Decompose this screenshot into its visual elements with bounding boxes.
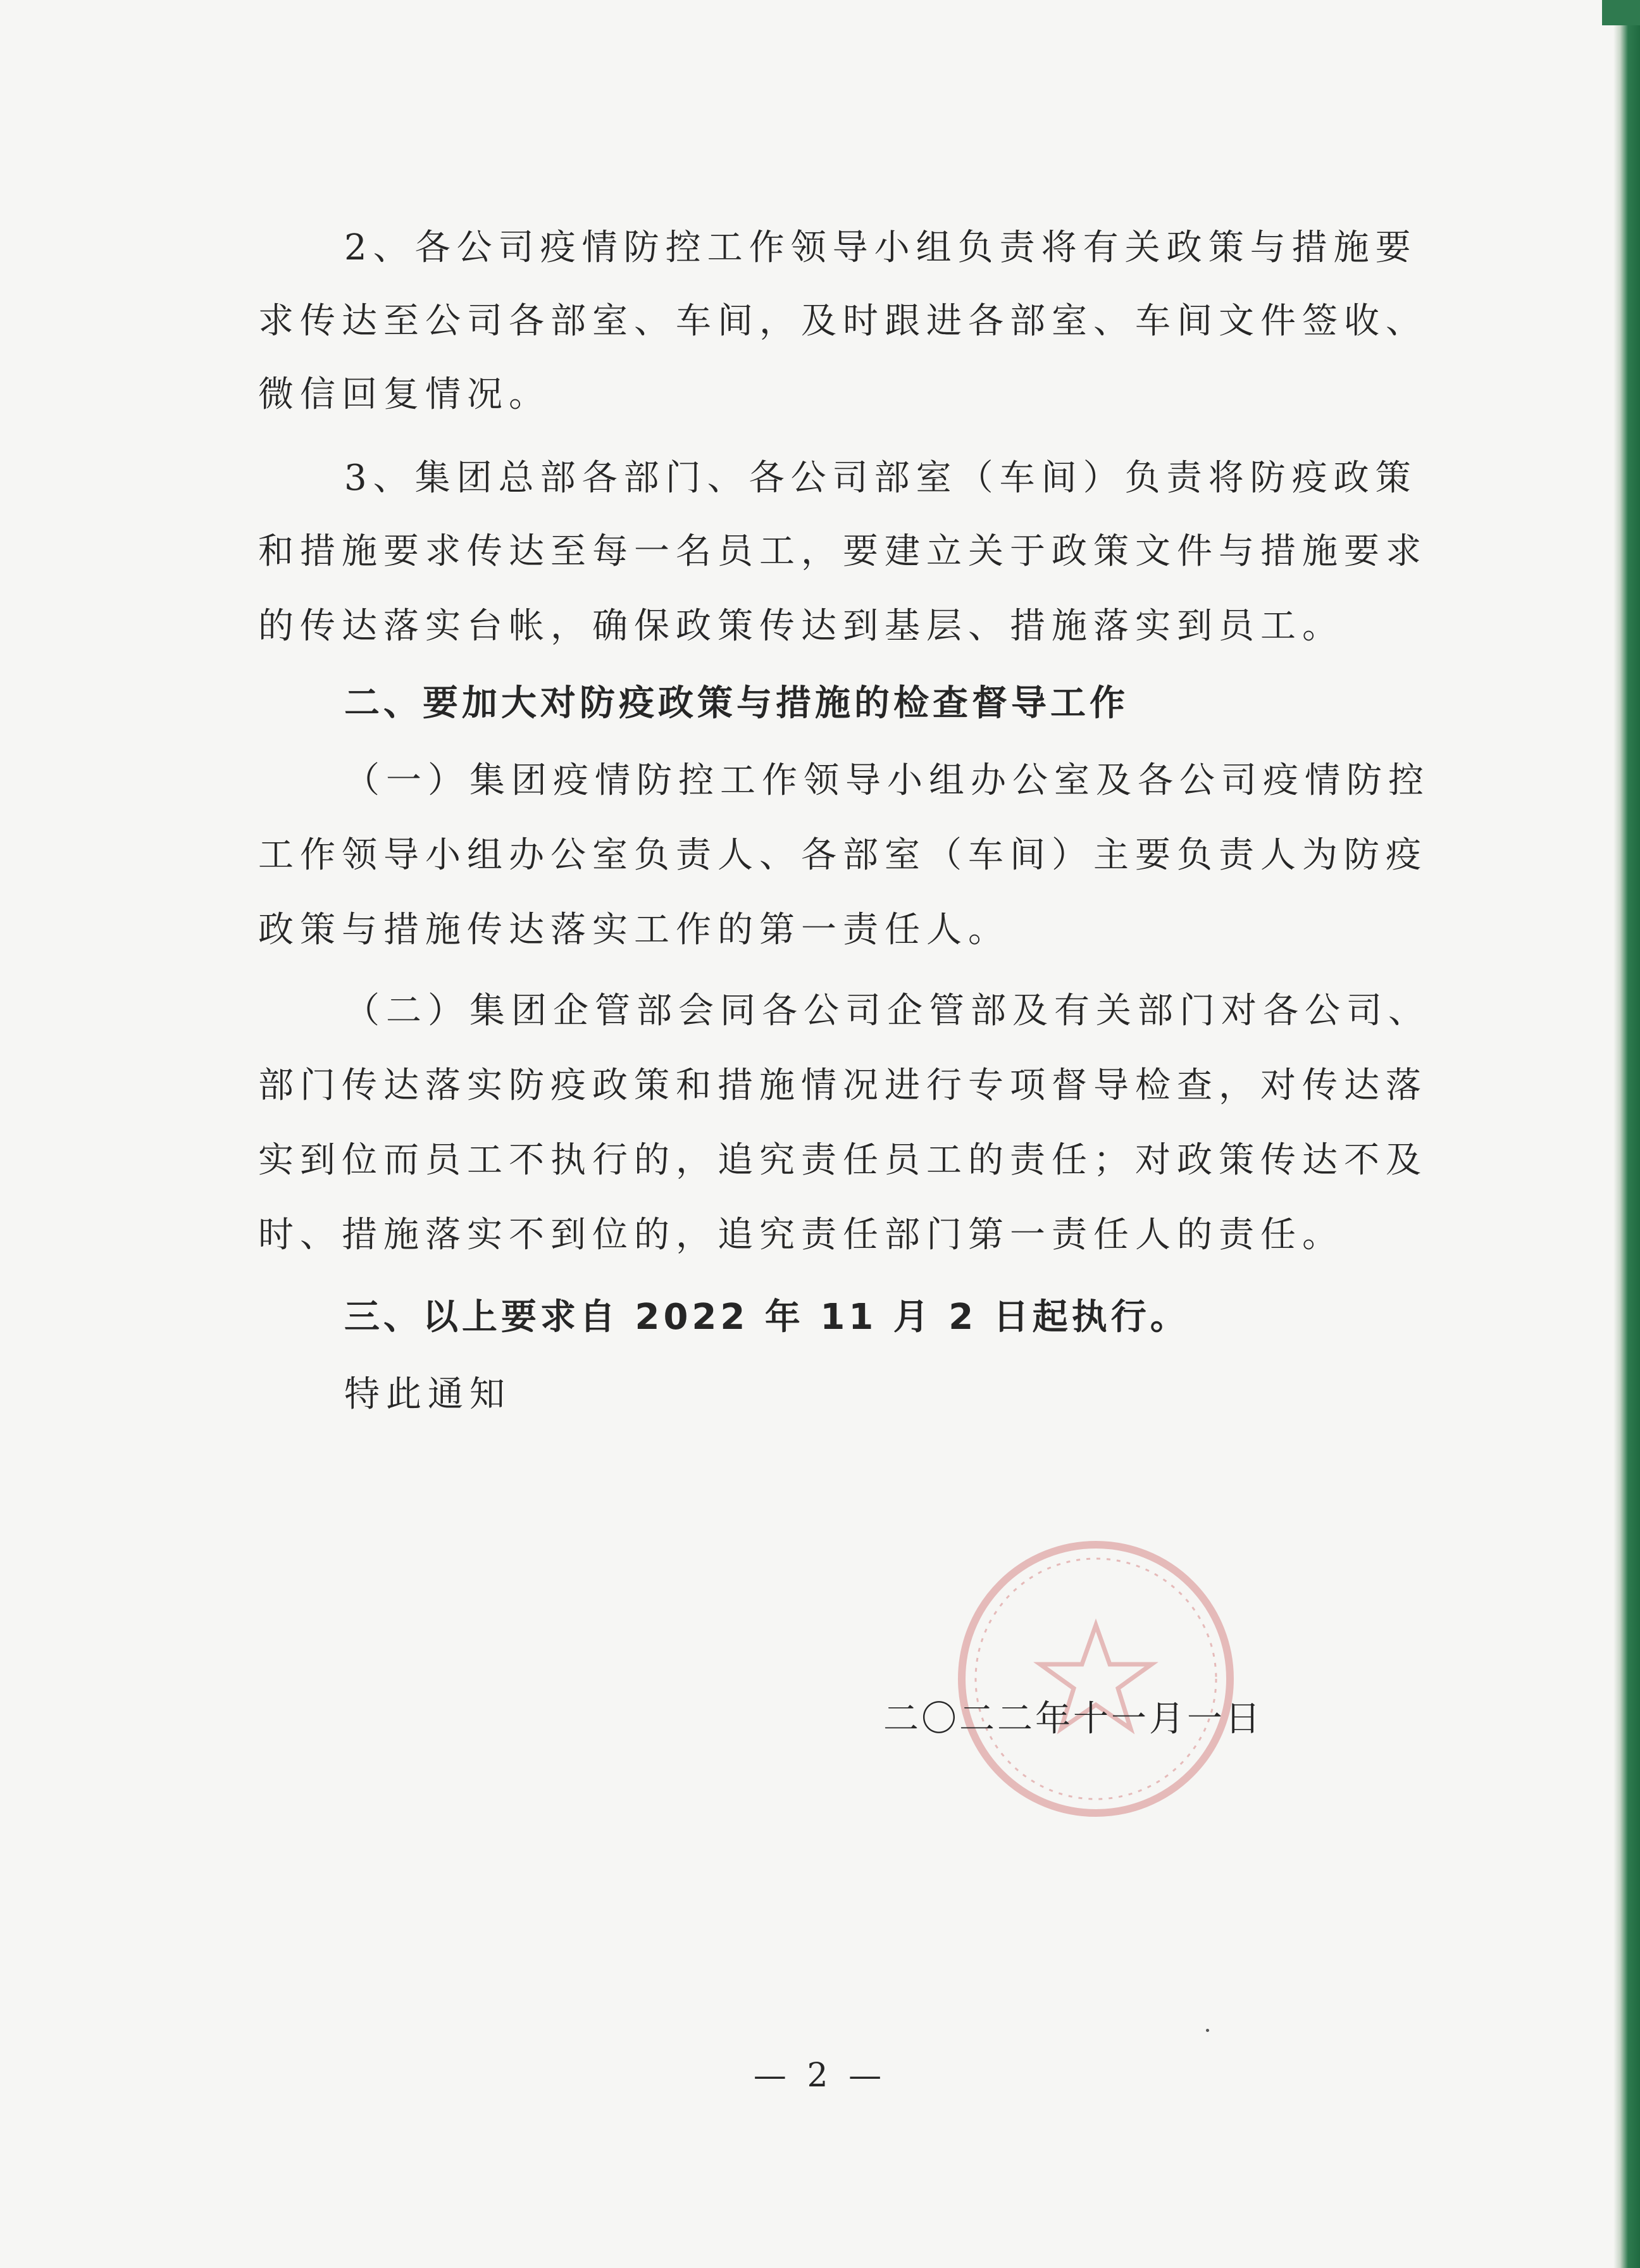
subsection-1-line-3: 政策与措施传达落实工作的第一责任人。 [258, 909, 1010, 950]
closing-text: 特此通知 [344, 1374, 511, 1415]
subsection-1-line-2: 工作领导小组办公室负责人、各部室（车间）主要负责人为防疫 [258, 835, 1427, 876]
paragraph-3-line-3: 的传达落实台帐，确保政策传达到基层、措施落实到员工。 [258, 606, 1344, 647]
paragraph-2-line-3: 微信回复情况。 [258, 374, 550, 415]
scanner-edge-corner [1602, 0, 1640, 25]
subsection-2-line-1: （二）集团企管部会同各公司企管部及有关部门对各公司、 [344, 990, 1430, 1031]
official-seal [944, 1530, 1248, 1828]
seal-outer-ring [962, 1545, 1230, 1813]
scan-speck [1206, 2029, 1209, 2032]
paragraph-2-line-2: 求传达至公司各部室、车间，及时跟进各部室、车间文件签收、 [258, 301, 1427, 342]
subsection-2-line-4: 时、措施落实不到位的，追究责任部门第一责任人的责任。 [258, 1214, 1344, 1256]
paragraph-3-line-1: 3、集团总部各部门、各公司部室（车间）负责将防疫政策 [344, 458, 1417, 499]
document-date: 二〇二二年十一月一日 [883, 1698, 1263, 1740]
section-heading-3: 三、以上要求自 2022 年 11 月 2 日起执行。 [344, 1297, 1190, 1338]
paragraph-2-line-1: 2、各公司疫情防控工作领导小组负责将有关政策与措施要 [344, 227, 1417, 268]
scanner-edge [1613, 0, 1640, 2268]
page-number: — 2 — [753, 2057, 887, 2095]
paragraph-3-line-2: 和措施要求传达至每一名员工，要建立关于政策文件与措施要求 [258, 531, 1427, 572]
subsection-2-line-3: 实到位而员工不执行的，追究责任员工的责任；对政策传达不及 [258, 1140, 1427, 1181]
subsection-2-line-2: 部门传达落实防疫政策和措施情况进行专项督导检查，对传达落 [258, 1065, 1427, 1106]
seal-inner-ring [976, 1559, 1216, 1799]
subsection-1-line-1: （一）集团疫情防控工作领导小组办公室及各公司疫情防控 [344, 760, 1430, 801]
section-heading-2: 二、要加大对防疫政策与措施的检查督导工作 [344, 683, 1129, 724]
